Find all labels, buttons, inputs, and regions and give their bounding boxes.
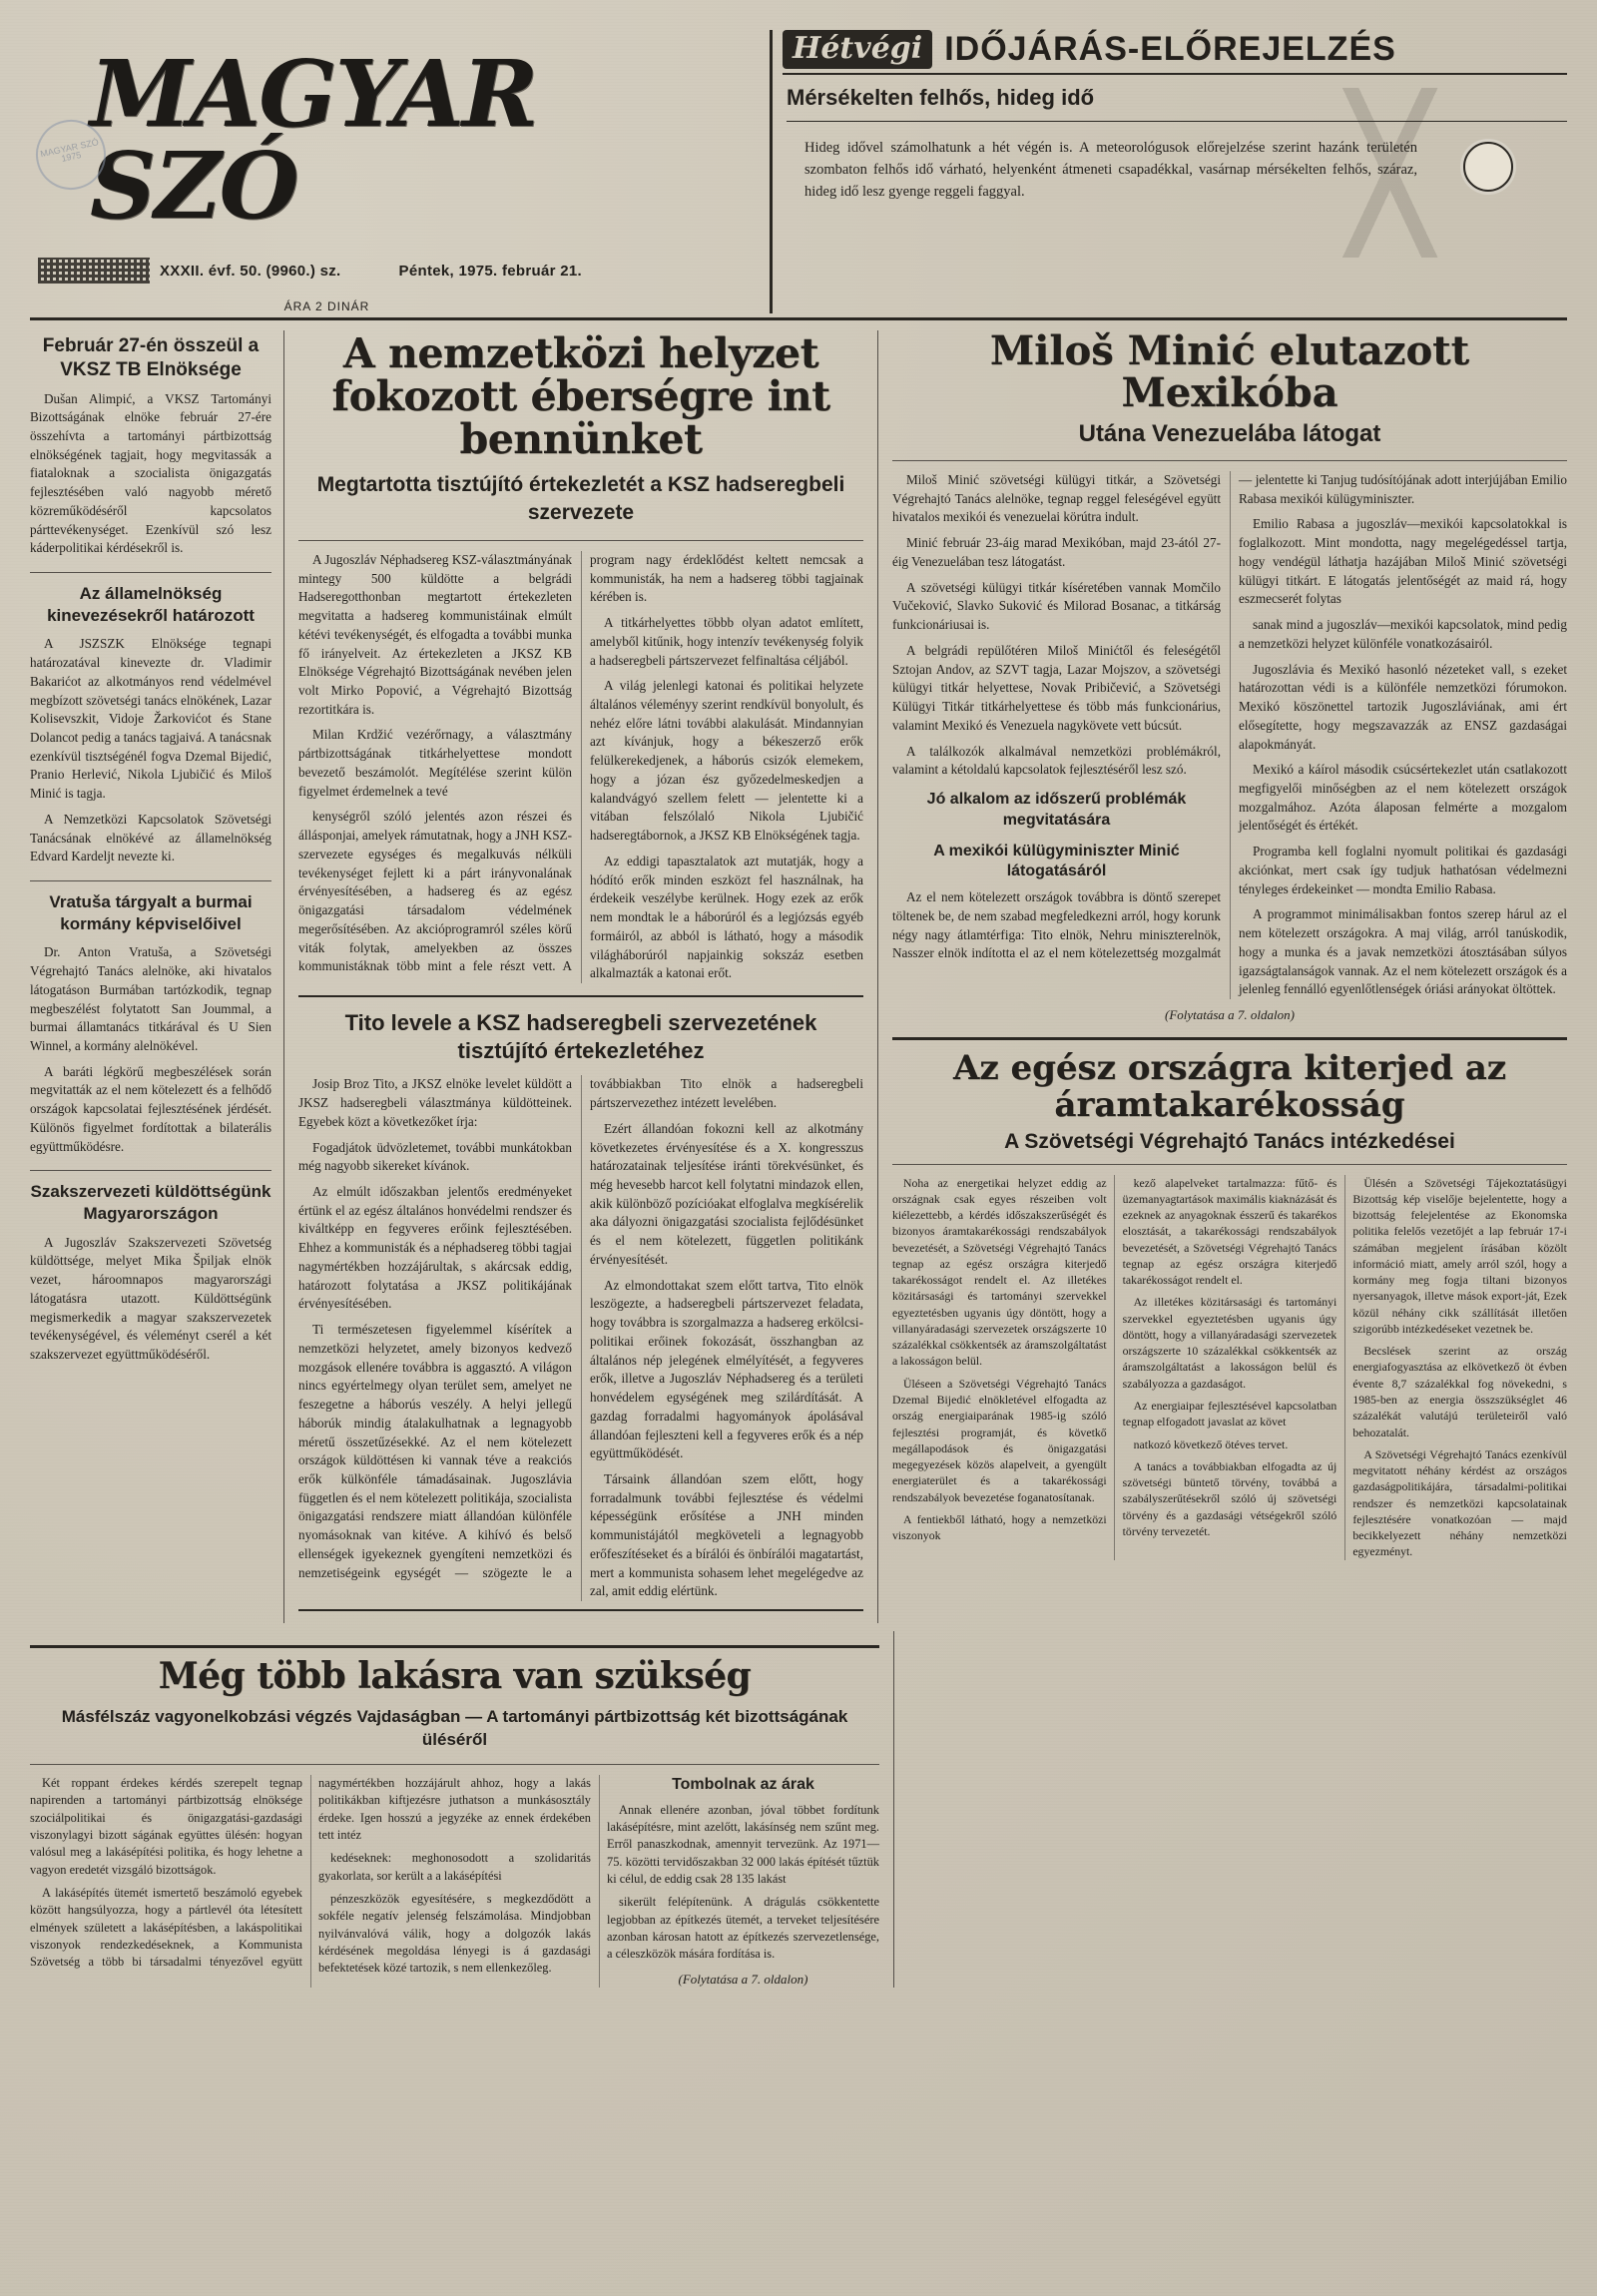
energy-p3: A fentiekből látható, hogy a nemzetközi viszonyok [892,1511,1107,1543]
energy-p5: Az illetékes közitársasági és tartományi szervekkel egyeztetésben ugyanis úgy döntött, hogy a villanyáradasági szervezetek országszerte 10 százalékkal csökkentsék az áramszolgáltatást a lakosságon belül és szabályozza a gazdaságot. [1122,1295,1337,1391]
weather-body: Hideg idővel számolhatunk a hét végén is. A meteorológusok előrejelzése szerint hazánk területén szombaton felhős idő várható, helyenként átmeneti csapadékkal, vasárnap mérsékelten felhős, száraz, hideg idő lesz gyenge reggeli faggyal. [804,140,1417,200]
energy-p11: A Szövetségi Végrehajtó Tanács ezenkívül megvitatott néhány kérdést az országos gazdaságpolitikájára, társadalmi-politikai rendszer és nemzetközi kapcsolatainak fejlesztésére vonatkozóan — majd becikkelyezett néhány nemzetközi egyezményt. [1352,1446,1567,1559]
housing-lead: Két roppant érdekes kérdés szerepelt tegnap napirenden a tartományi pártbizottság elnöksége szociálpolitikai és önigazgatási-gazdasági viszonylagyi bizott ságának együttes ülésén: hogyan valósul meg a lakásépítési politika, és hogy lehetne a vagyon eredetét vizsgáló bizottságok. [30,1775,302,1877]
energy-p4: kező alapelveket tartalmazza: fűtő- és üzemanyagtartások maximális kiaknázását és ezeknek az anyagoknak ésszerű és takarékos elosztását, a takarékossági rendszabályok bevezetését, a Szövetségi Végrehajtó Tanács tegnap az egész országra kiterjedő takarékosságot rendelt el. [1122,1175,1337,1288]
weather-subtitle: Mérsékelten felhős, hideg idő [787,85,1567,122]
left-para-3: A Nemzetközi Kapcsolatok Szövetségi Tanácsának elnökévé az államelnökség Edvard Kardeljt nevezte ki. [30,811,271,864]
tito-box-p2: Az elmúlt időszakban jelentős eredményeket értünk el az egész általános honvédelmi rendszer és kiváltképp en fegyveres erőink fejlesztésében. Ehhez a kommunisták és a néphadsereg többi tagjai nagymértékben hozzájárultak, s akárcsak eddig, határozott folytatása a JKSZ politikájának érvényesítésében. [298,1183,572,1312]
housing-p3: pénzeszközök egyesítésére, s megkezdődött a sokféle negatív jelenség felszámolása. Mindjobban nyilvánvalóvá válik, hogy a dolgozók lakás kérdésének megoldása lényegi is á gazdasági befektetések közé tartozik, s nem ellenkezőleg. [318,1891,591,1976]
minic-headline: Miloš Minić elutazott Mexikóba [989,327,1470,416]
tito-box-lead: Josip Broz Tito, a JKSZ elnöke levelet küldött a JKSZ hadseregbeli választmánya küldötteinek. Egyebek közt a következőket írja: [298,1076,572,1129]
housing-deck: Másfélszáz vagyonelkobzási végzés Vajdaságban — A tartományi pártbizottság két bizottságának üléséről [61,1706,848,1749]
main-content [30,327,1567,1623]
minic-article-body [892,471,1567,999]
energy-p6: Az energiaipar fejlesztésével kapcsolatban tegnap elfogadott javaslat az követ [1122,1398,1337,1430]
issue-date: Péntek, 1975. február 21. [398,262,582,280]
energy-subhead: A Szövetségi Végrehajtó Tanács intézkedései [1004,1129,1455,1153]
issue-price: ÁRA 2 DINÁR [283,299,370,313]
lead-para-2: kenységről szóló jelentés azon részei és állásponjai, amelyek rámutatnak, hogy a JNH KSZ-szervezete egységes és megalkuvás nélküli tevékenységet fejlett ki a párt irányvonalának érvényesítésében, a hadsereg és az egész önigazgatási társadalom védelmének megerősítésében. Az akcióprogramról széles körű viták folytak, amelyekben az összes kommunistáknak több mint a fele részt vett. A program nagy érdeklődést keltett nemcsak a kommunisták, ha nem a hadsereg többi tagjainak kérében is. [298,551,863,974]
left-headline-4: Szakszervezeti küldöttségünk Magyarországon [30,1170,271,1225]
issue-line [38,258,764,284]
left-column [30,330,284,1623]
tito-box-body [298,1075,863,1601]
tito-letter-box [298,995,863,1611]
weather-box [770,30,1567,313]
housing-headline: Még több lakásra van szükség [158,1655,752,1698]
left-para-2: A JSZSZK Elnöksége tegnapi határozatával kinevezte dr. Vladimir Bakarićot az alkotmányos rend védelmével megbízott szövetségi tanács elnökének, Lazar Kolisevszkit, Vidoje Žarkovićot és Stane Dolancot pedig a tanács tagjaivá. A tanácsnak ezenkívül tisztségénél fogva Dzemal Bijedić, Pranio Herlević, Nikola Ljubičić és Miloš Minić is tagja. [30,636,271,802]
lead-deck: Megtartotta tisztújító értekezletét a KSZ hadseregbeli szervezete [316,473,845,525]
minic-continuation: (Folytatása a 7. oldalon) [1165,1007,1295,1023]
left-headline-1: Február 27-én összeül a VKSZ TB Elnöksége [42,335,260,380]
masthead [30,30,1567,320]
minic-p1: Miloš Minić szövetségi külügyi titkár, a Szövetségi Végrehajtó Tanács alelnöke, tegnap reggel feleségével együtt hivatalos mexikói és venezuelai körútra indult. [892,472,1221,525]
weather-header [783,30,1567,75]
left-para-1: Dušan Alimpić, a VKSZ Tartományi Bizottságának elnöke február 27-ére összehívta a tartományi pártbizottság elnökségének tagjait, hogy megvitassák a fiataloknak a szocialista önigazgatás fejlesztésében való nagyobb mérető közreműködéséről kapcsolatos párttevékenységet. Ezenkívül szó lesz káderpolitikai kérdésekről is. [30,390,271,556]
energy-p8: A tanács a továbbiakban elfogadta az új szövetségi büntető törvény, továbbá a szabályszerűtésekről szóló új szövetségi törvény és a gazdasági vétségekről szóló törvény tervezetét. [1122,1458,1337,1538]
newspaper-logo: MAGYAR SZÓ [90,40,537,240]
energy-p9: Ülésén a Szövetségi Tájekoztatásügyi Bizottság kép viselője bejelentette, hogy a bizottság felejelentése az Ekonomska politika felelős vezetőjét a lap február 17-i számában megjelent írásában közölt információ miatt, amely arról szól, hogy a kormány meg fogja tiltani bizonyos nyersanyagok, illetve mások export-ját, Ezek közül néhány cikk szállítását illetően szigorúbb intézkedéseket vezetnek be. [1352,1175,1567,1336]
housing-article [30,1631,894,1988]
lead-para-5: Az eddigi tapasztalatok azt mutatják, hogy a hódító erők minden eszközt fel használnak, ha érdekeik veszélybe kerülnek. Hogy ezek az erők nem mondtak le a háborúról és a legjózsás egyéb formáiról, az abból is látható, hogy a második világháborúról napjainkig sokszáz esetben alkalmazták a katonai erőt. [590,853,863,981]
energy-article-body [892,1175,1567,1560]
energy-p1: Noha az energetikai helyzet eddig az országnak csak egyes részeiben volt kiélezettebb, a kérdés időszakszerűségét és bizonyos áramtakarékossági rendszabályok bevezetését, a Szövetségi Végrehajtó Tanács tegnap az egész országra kiterjedő takarékosságot rendelt el. Az illetékes közitársasági és tartományi szervekkel egyeztetésben ugyanis úgy döntött, hogy a villanyáradasági szervezetek országszerte 10 százalékkal csökkentsék az áramszolgáltatást a lakosságon belül. [892,1175,1107,1369]
energy-p2: Üléseen a Szövetségi Végrehajtó Tanács Dzemal Bijedić elnökletével elfogadta az ország energiaiparának 1985-ig szóló fejlesztési programját, és követkő megállapodások és önigazgatási megegyezések közös alapelveit, a gyengült energiaterület és a takarékossági rendszabályok bevezetése foganatosítanak. [892,1376,1107,1504]
minic-col2-p4: Programba kell foglalni nyomult politikai és gazdasági akciónkat, mert csak így tudjuk hathatósan védelmezni tényleges érdekeinket — mondta Emilio Rabasa. [1239,844,1567,896]
sun-icon [1463,142,1513,192]
energy-p7: natkozó következő ötéves tervet. [1133,1436,1289,1451]
minic-box-sub: A mexikói külügyminiszter Minić látogatásáról [933,842,1180,880]
left-headline-3: Vratuša tárgyalt a burmai kormány képviselőivel [30,880,271,935]
lead-article-body [298,551,863,983]
left-para-5: A baráti légkörű megbeszélések során megvitatták az el nem kötelezett és a felhődő országok kapcsolatai fejlesztésének jérdését. Különös figyelmet fordítottak a bilaterális együttműködésre. [30,1063,271,1154]
lead-para-3: A titkárhelyettes többb olyan adatot említett, amelyből kitűnik, hogy intenzív tevékenység folyik a hadseregbeli pártszervezet felfinaltása céljából. [590,615,863,668]
tito-box-p4: Ezért állandóan fokozni kell az alkotmány következetes érvényesítése és a X. kongresszus határozatainak teljesítése iránti törekvésünket, és még hevesebb harcot kell folytatni mindazok ellen, akik különböző pozícióakat elfoglalva megkísérelik aka dályozni önigazgatási szocialista fejlődésünket és el nem kötelezett, független politikánk érvényesítését. [590,1120,863,1267]
weather-title: IDŐJÁRÁS-ELŐREJELZÉS [944,30,1396,68]
minic-col2-p1: sanak mind a jugoszláv—mexikói kapcsolatok, mind pedig a nemzetközi helyzet különféle vonatkozásairól. [1239,617,1567,651]
housing-p4: Annak ellenére azonban, jóval többet fordítunk lakásépítésre, mint azelőtt, lakásínség nem szűnt meg. Erről panaszkodnak, amennyit tervezünk. Az 1971—75. közötti tervidőszakban 32 000 lakás építését tűztük ki célul, de eddig csak 28 135 lakást [607,1802,879,1887]
energy-headline: Az egész országra kiterjed az áramtakarékosság [952,1048,1507,1125]
lead-para-1: A Jugoszláv Néphadsereg KSZ-választmányának mintegy 500 küldötte a belgrádi Hadseregotthonban megtartott értekezleten megvitatta a hadsereg kommunistáinak elmúlt kétévi tevékenységét, és elfogadta a további munka fő irányelveit. Az értekezleten a JKSZ KB Elnöksége Végrehajtó Bizottságának nevében jelen volt Mirko Popović, a Végrehajtó Bizottság rezortitkára is. [298,551,572,717]
minic-box-head: Jó alkalom az időszerű problémák megvitatására [926,791,1187,829]
housing-sub-head: Tombolnak az árak [672,1775,814,1793]
lead-para-4: A világ jelenlegi katonai és politikai helyzete általános véleményy szerint rendkívül bonyolult, és nehéz előre látni további alakulását. Mindannyian azt kívánjuk, hogy a békeszerző erők felülkerekedjenek, a háborús csizók elemekem, hogy a józan ész győzedelmeskedjen a kalandvágyó szellem felett — jelentette ki a vitában felszólaló Nikola Ljubičić hadseregtábornok, a JKSZ KB Elnökségének tagja. [590,678,863,844]
energy-p10: Becslések szerint az ország energiafogyasztása az elkövetkező öt évben évente 8,7 százalékkal fog növekedni, s 1985-ben az energia összszükséglet 46 százalékát valutájú területeiről való behozatalát. [1352,1344,1567,1439]
minic-p3: A szövetségi külügyi titkár kíséretében vannak Momčilo Vučeković, Slavko Suković és Milorad Bosanac, a titkárság funkcionáriusai is. [892,579,1221,633]
left-para-4: Dr. Anton Vratuša, a Szövetségi Végrehajtó Tanács alelnöke, aki hivatalos látogatáson Burmában tartózkodik, tegnap megbeszélést folytatott San Joummal, a burmai államtanács titkárával és U Sien Winnel, a kormány alelnökével. [30,944,271,1053]
minic-col2-p5: A programmot minimálisakban fontos szerep hárul az el nem kötelezett országokra. A maj világ, arról tanúskodik, hogy a munka és a javak nemzetközi átosztásában súlyos igazságtalanságok vannak. Az el nem kötelezett országok és a jelenleg fennálló egyenlőtlenségek óriási arányokat öltöttek. [1239,906,1567,997]
weather-kicker: Hétvégi [783,30,932,69]
minic-p4: A belgrádi repülőtéren Miloš Minićtől és feleségétől Sztojan Andov, az SZVT tagja, Lazar Mojszov, a szövetségi külügyi titkár helyettese, Novak Pribičević, a Szövetségi Külügyi Titkár titkárhelyettese és több más funkcionárius, valamint Mexikó és Venezuela nagykövete vett búcsút. [892,642,1221,733]
minic-box-p1: Az el nem kötelezett országok továbbra is döntő szerepet töltenek be, de nem szabad megfeledkezni arról, hogy korunk négy nagy átlamtérfiga: Tito elnök, Nehru miniszterelnök, Nasszer elnök indította el az el nem kötelezettség mozgalmát — jelentette ki Tanjug tudósítójának adott interjújában Emilio Rabasa mexikói külügyminiszter. [892,472,1567,961]
tito-box-headline: Tito levele a KSZ hadseregbeli szervezetének tisztújító értekezletéhez [344,1009,817,1064]
left-headline-2: Az államelnökség kinevezésekről határozott [30,572,271,627]
tito-box-p5: Az elmondottakat szem előtt tartva, Tito elnök leszögezte, a hadseregbeli pártszervezet feladata, hogy továbbra is szorgalmazza a hadsereg erkölcsi-politikai erőinek fokozását, összhangban az általános nép jelegének elmélyítését, a fegyveres erők, illetve a Jugoszláv Néphadsereg és a területi honvédelem egységének meg szilárdítását. A gazdag forradalmi hagyományok ápolásával állandóan fejleszteni kell a fegyveres erők és a nép együttműködését. [590,1277,863,1461]
tito-box-p6: Társaink állandóan szem előtt, hogy forradalmunk további fejlesztése és védelmi képességünk erősítése a JNH minden kommunistájától megköveteli a legnagyobb erőfeszítéseket és a bírálói és önbírálói magatartást, mert a kommunista sohasem lehet megelégedve az zal, amit eddig elértünk. [590,1470,863,1599]
housing-p5: sikerült felépítenünk. A drágulás csökkentette legjobban az építkezés ütemét, a terveket teljesítésére azonban károsan hatott az építkezés szervezetlensége, a céleszközök mására fordítása is. [607,1895,879,1962]
minic-col2-p2: Jugoszlávia és Mexikó hasonló nézeteket vall, s ezeket határozottan védi is a különféle nemzetközi fórumokon. Mexikó köszönettel tartozik Jugoszláviának, ami ért elősegítette, hogy megszavazzák az ENSZ gazdaságai alapokmányát. [1239,661,1567,752]
housing-p2: kedéseknek: meghonosodott a szolidaritás gyakorlata, sor került a a lakásépítési [318,1851,591,1883]
tito-box-p3: Ti természetesen figyelemmel kísérítek a nemzetközi helyzetet, amely bizonyos kedvező mozgások ellenére továbbra is aggasztó. A világon nincs egyértelmegy olyan terület sem, amelyet ne feszegetne a háborús veszély. A helyi jellegű háborúk mindig átalakulhatnak a legnagyobb méretű összetűzésekké. Az el nem kötelezett országok küldöttésen ki vannak téve a reakciós erők külkönféle támadásainak. Jugoszlávia független és el nem kötelezett politikája, szocialista önigazgatási rendszere miatt állandóan különféle nyomásoknak van kitéve. A kihívó és belső ellenségek igyekeznek gyengíteni nemzetközi és nemzetiségeink egységét — szögezte le a továbbiakban Tito elnök a hadseregbeli pártszervezethez intézett levelében. [298,1076,863,1580]
minic-p5: A találkozók alkalmával nemzetközi problémákról, valamint a kétoldalú kapcsolatok fejlesztéséről lesz szó. [892,743,1221,778]
barcode-icon [38,258,150,284]
right-column [878,327,1567,1623]
bottom-right-spacer [894,1631,1567,1988]
library-stamp-icon: MAGYAR SZÓ 1975 [29,113,112,196]
issue-number: XXXII. évf. 50. (9960.) sz. [160,262,341,280]
housing-p1: A lakásépítés ütemét ismertető beszámoló egyebek között hangsúlyozza, hogy a pártlevél óta létesített elmények született a lakásépítésben, a lakáspolitikai viszonyok rendezkedéseknek, a Kommunista Szövetség a több bi társadalmi tényezővel együtt nagymértékben hozzájárult ahhoz, hogy a lakás politikákban kiftjezésre juthatson a munkásosztály érdeke. Igen hosszú a jegyzéke az ennek érdekében tett intéz [30,1775,591,1970]
lead-byline: Milan Krdžić vezérőrnagy, a választmány pártbizottságának titkárhelyettese mondott bevezető beszámolót. Megítélése szerint külön figyelmet érdemelnek a tevé [298,727,572,799]
housing-body [30,1775,879,1988]
minic-subhead: Utána Venezuelába látogat [1078,420,1381,447]
bottom-section [30,1631,1567,1988]
minic-col2-p3: Mexikó a káírol második csúcsértekezlet után csatlakozott megfigyelői minőségben az el nem kötelezett országok mozgalmához. Azóta álaposan felmérte a mozgalom jelentőségét és értékét. [1239,762,1567,834]
middle-column [284,330,878,1623]
minic-p2: Minić február 23-áig marad Mexikóban, majd 23-ától 27-éig Venezuelában tesz látogatást. [892,535,1221,569]
tito-box-p1: Fogadjátok üdvözletemet, további munkátokban még nagyobb sikereket kívánok. [298,1139,572,1174]
left-para-6: A Jugoszláv Szakszervezeti Szövetség küldöttsége, melyet Mika Špiljak elnök vezet, hároomnapos magyarországi látogatásra utazott. Küldöttségünk megismerkedik a magyar szakszervezetek tevékenységével, és véleményt cserél a két szakszervezet együttműködéséről. [30,1234,271,1362]
masthead-logo-block [30,30,764,313]
minic-box-p2: Emilio Rabasa a jugoszláv—mexikói kapcsolatokkal is foglalkozott. Mint mondotta, nagy megelégedéssel tartja, hogy vendégül láthatja hazájában Miloš Minić szövetségi külügyi titkárt. E látogatás jelentőségét az maid rá, hogy eszmecserét folytas [1239,516,1567,607]
lead-headline: A nemzetközi helyzet fokozott éberségre int bennünket [331,329,830,464]
housing-continuation: (Folytatása a 7. oldalon) [678,1971,808,1987]
